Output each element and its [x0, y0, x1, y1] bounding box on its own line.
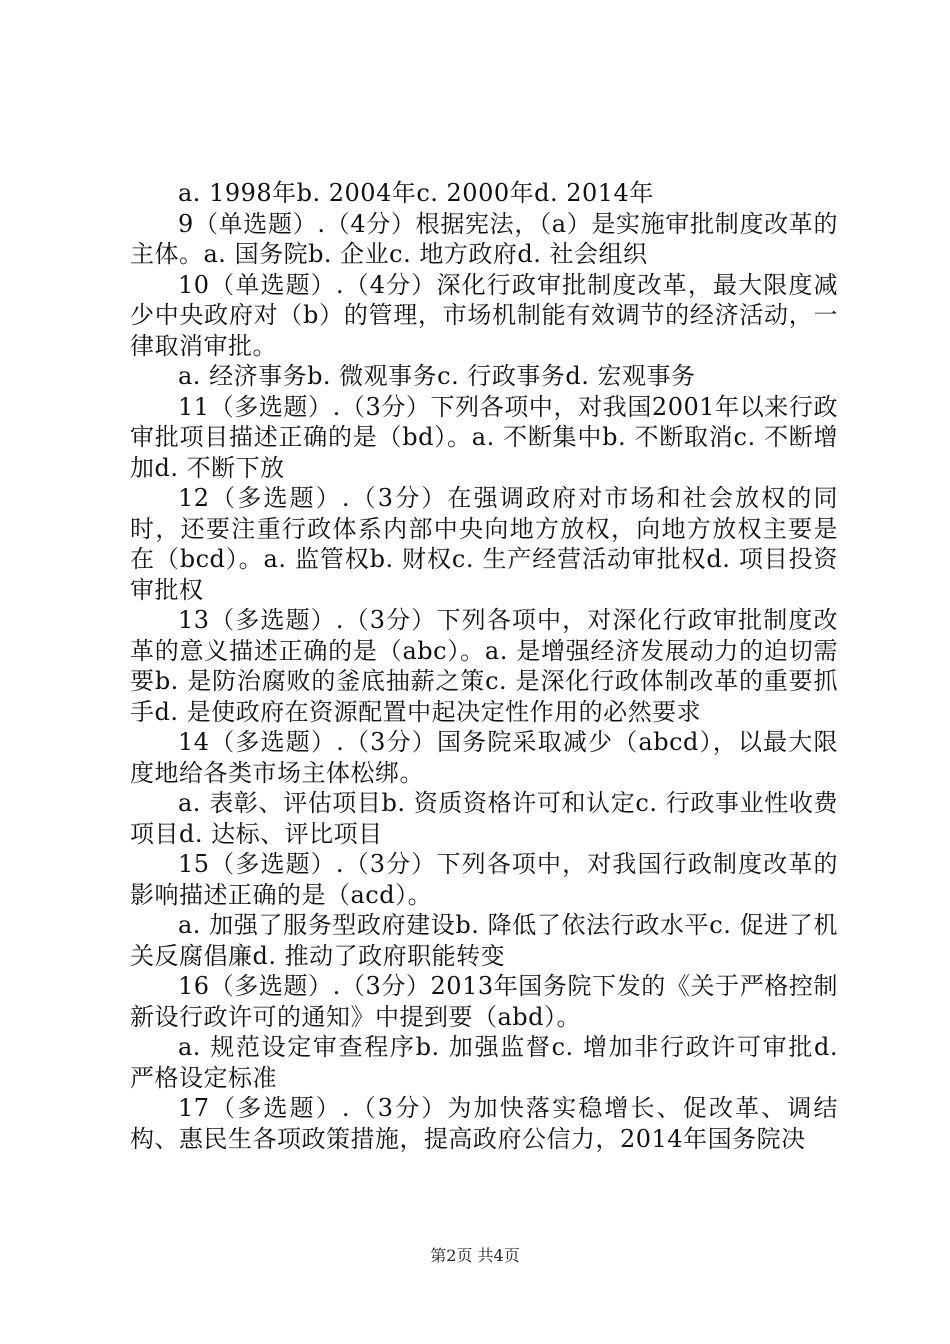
paragraph-q15: 15（多选题）.（3分）下列各项中，对我国行政制度改革的影响描述正确的是（acd）。 — [130, 850, 838, 909]
paragraph-q14-options: a. 表彰、评估项目b. 资质资格许可和认定c. 行政事业性收费项目d. 达标、评比项目 — [130, 789, 838, 848]
paragraph-q9: 9（单选题）.（4分）根据宪法，（a）是实施审批制度改革的主体。a. 国务院b. 企业c. 地方政府d. 社会组织 — [130, 209, 838, 268]
paragraph-q11: 11（多选题）.（3分）下列各项中，对我国2001年以来行政审批项目描述正确的是（bd）。a. 不断集中b. 不断取消c. 不断增加d. 不断下放 — [130, 392, 838, 482]
paragraph-q10-options: a. 经济事务b. 微观事务c. 行政事务d. 宏观事务 — [178, 362, 696, 390]
page-number-footer: 第2页 共4页 — [430, 1246, 520, 1265]
paragraph-q10: 10（单选题）.（4分）深化行政审批制度改革，最大限度减少中央政府对（b）的管理，市场机制能有效调节的经济活动，一律取消审批。 — [130, 270, 838, 360]
paragraph-q16-options: a. 规范设定审查程序b. 加强监督c. 增加非行政许可审批d. 严格设定标准 — [130, 1033, 838, 1092]
paragraph-q16: 16（多选题）.（3分）2013年国务院下发的《关于严格控制新设行政许可的通知》中提到要（abd）。 — [130, 972, 838, 1031]
paragraph-q12: 12（多选题）.（3分）在强调政府对市场和社会放权的同时，还要注重行政体系内部中央向地方放权，向地方放权主要是在（bcd）。a. 监管权b. 财权c. 生产经营活动审批权d. 项目投资审批权 — [130, 484, 838, 604]
paragraph-q17: 17（多选题）.（3分）为加快落实稳增长、促改革、调结构、惠民生各项政策措施，提高政府公信力，2014年国务院决 — [130, 1094, 838, 1153]
paragraph-q14: 14（多选题）.（3分）国务院采取减少（abcd），以最大限度地给各类市场主体松绑。 — [130, 728, 838, 787]
document-body — [130, 178, 838, 1154]
paragraph-q8-options: a. 1998年b. 2004年c. 2000年d. 2014年 — [178, 179, 654, 207]
paragraph-q13: 13（多选题）.（3分）下列各项中，对深化行政审批制度改革的意义描述正确的是（abc）。a. 是增强经济发展动力的迫切需要b. 是防治腐败的釜底抽薪之策c. 是深化行政体制改革的重要抓手d. 是使政府在资源配置中起决定性作用的必然要求 — [130, 606, 838, 726]
paragraph-q15-options: a. 加强了服务型政府建设b. 降低了依法行政水平c. 促进了机关反腐倡廉d. 推动了政府职能转变 — [130, 911, 838, 970]
